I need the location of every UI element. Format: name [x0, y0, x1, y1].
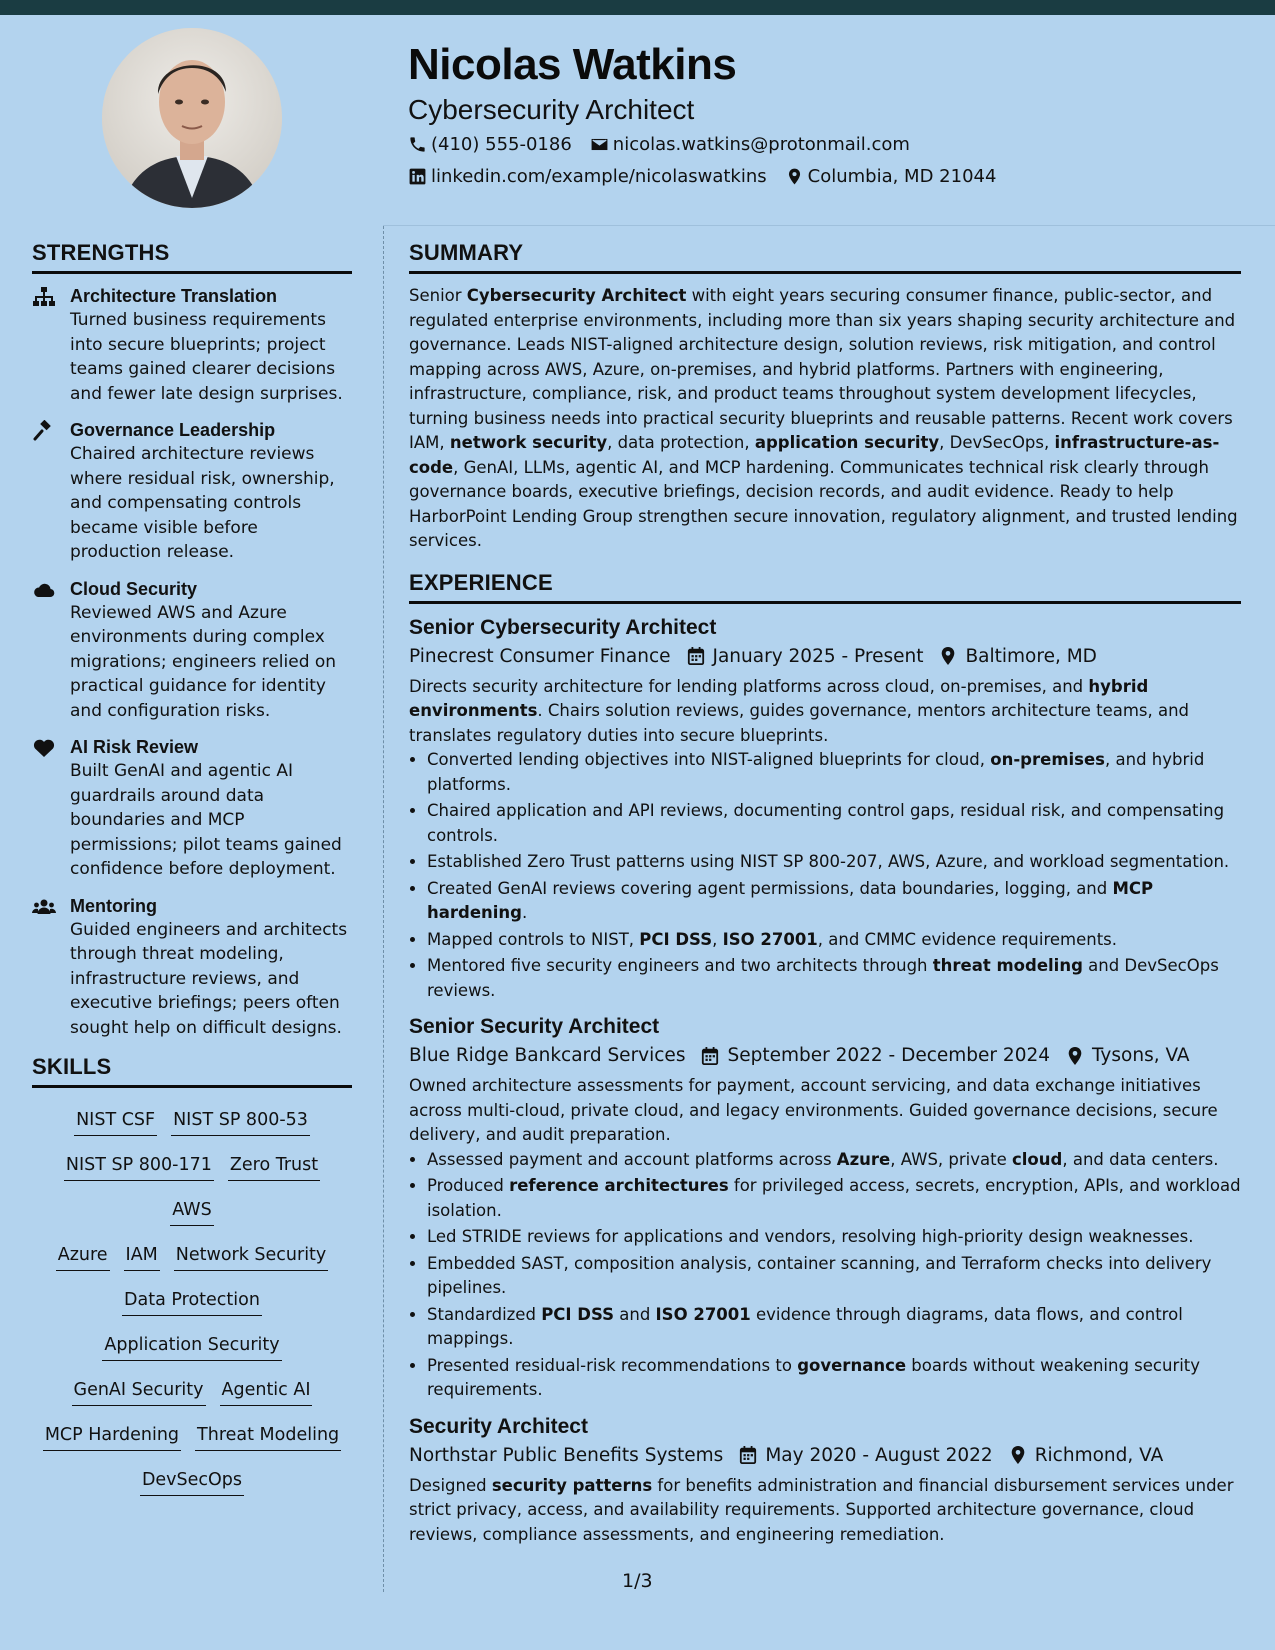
top-bar [0, 0, 1275, 15]
text-run: for benefits administration and financial disbursement services under strict privacy, access, and availability requirements. Supported architecture governance, cloud reviews, compliance assessments, and engineering remediation. [409, 1475, 1234, 1544]
map-pin-icon [939, 646, 957, 666]
text-run: , AWS, private [890, 1149, 1012, 1169]
map-pin-icon [1009, 1445, 1027, 1465]
phone-icon [408, 135, 427, 154]
strength-name: Cloud Security [70, 578, 198, 599]
bold-text: threat modeling [932, 956, 1083, 975]
skills-row [32, 1278, 352, 1323]
phone-number: (410) 555-0186 [431, 134, 572, 155]
text-run: , DevSecOps, [939, 433, 1055, 452]
job-location: Tysons, VA [1092, 1045, 1190, 1066]
text-run: Designed [409, 1475, 492, 1495]
text-run: Chaired application and API reviews, documenting control gaps, residual risk, and compensating controls. [427, 801, 1225, 845]
strength-item [32, 418, 352, 565]
skill-tag: Zero Trust [228, 1153, 320, 1181]
skill-tag: DevSecOps [140, 1468, 244, 1496]
calendar-icon [701, 1046, 719, 1066]
bold-text: PCI DSS [541, 1304, 614, 1324]
text-run: , data protection, [607, 433, 755, 452]
linkedin-url: linkedin.com/example/nicolaswatkins [431, 166, 767, 187]
skill-tag: NIST SP 800-171 [64, 1153, 214, 1181]
column-divider [383, 226, 384, 1592]
text-run: Presented residual-risk recommendations to [427, 1355, 798, 1375]
location-item [785, 166, 997, 187]
profile-photo [102, 28, 282, 208]
skill-tag: Application Security [102, 1333, 281, 1361]
job-bullet [427, 1148, 1241, 1173]
strength-item [32, 735, 352, 882]
contact-row-2 [408, 166, 1014, 187]
summary-heading: SUMMARY [409, 240, 1241, 274]
text-run: , and hybrid platforms. [427, 750, 1205, 794]
linkedin-icon [408, 167, 427, 186]
job-bullet [427, 877, 1241, 926]
text-run: with eight years securing consumer finance, public-sector, and regulated enterprise environments, including more than six years shaping security architecture and governance. Leads NIST-aligned architecture design, solution reviews, risk mitigation, and control mapping across AWS, Azure, on-premises, and hybrid platforms. Partners with engineering, infrastructure, compliance, risk, and product teams throughout system development lifecycles, turning business needs into practical security blueprints and reusable patterns. Recent work covers IAM, [409, 286, 1236, 452]
bold-text: ISO 27001 [722, 929, 818, 949]
job-entry [409, 614, 1241, 1004]
email-address: nicolas.watkins@protonmail.com [612, 134, 910, 155]
bold-text: hybrid environments [409, 676, 1149, 720]
skill-tag: MCP Hardening [43, 1423, 181, 1451]
job-description [409, 1474, 1241, 1548]
job-bullets [409, 1148, 1241, 1403]
text-run: . [521, 903, 528, 922]
strength-description: Reviewed AWS and Azure environments during complex migrations; engineers relied on practical guidance for identity and configuration risks. [70, 602, 337, 721]
text-run: , GenAI, LLMs, agentic AI, and MCP hardening. Communicates technical risk clearly through governance boards, executive briefings, decision records, and audit evidence. Ready to help HarborPoint Lending Group strengthen secure innovation, regulatory alignment, and trusted lending services. [409, 457, 1238, 550]
strength-name: Mentoring [70, 895, 157, 916]
strength-body [70, 894, 352, 1041]
experience-heading: EXPERIENCE [409, 570, 1241, 604]
bold-text: cloud [1012, 1149, 1063, 1169]
strengths-heading: STRENGTHS [32, 240, 352, 274]
bold-text: reference architectures [509, 1176, 729, 1195]
skills-row [32, 1233, 352, 1278]
text-run: Senior [409, 286, 467, 305]
skills-row [32, 1098, 352, 1143]
job-bullet [427, 748, 1241, 797]
skills-row [32, 1143, 352, 1233]
text-run: Assessed payment and account platforms across [427, 1149, 837, 1169]
job-meta [409, 1045, 1241, 1066]
gavel-icon [32, 418, 70, 565]
strength-body [70, 418, 352, 565]
text-run: Mapped controls to NIST, [427, 929, 640, 949]
text-run: , [712, 929, 723, 949]
job-location: Richmond, VA [1034, 1444, 1164, 1466]
skill-tag: Network Security [174, 1243, 329, 1271]
candidate-title: Cybersecurity Architect [408, 94, 695, 125]
calendar-icon [739, 1445, 757, 1465]
job-title: Security Architect [409, 1414, 588, 1438]
text-run: and DevSecOps reviews. [427, 956, 1219, 1000]
text-run: , and CMMC evidence requirements. [817, 929, 1118, 949]
strength-name: AI Risk Review [70, 737, 199, 757]
summary-text [409, 284, 1241, 554]
envelope-icon [590, 135, 609, 154]
linkedin-item [408, 166, 767, 187]
text-run: Led STRIDE reviews for applications and vendors, resolving high-priority design weaknesses. [427, 1227, 1194, 1246]
job-dates: September 2022 - December 2024 [727, 1045, 1051, 1066]
users-icon [32, 894, 70, 1041]
bold-text: Cybersecurity Architect [466, 286, 687, 305]
job-entry [409, 1013, 1241, 1403]
text-run: Owned architecture assessments for payment, account servicing, and data exchange initiatives across multi-cloud, private cloud, and legacy environments. Guided governance decisions, secure delivery, and audit preparation. [409, 1076, 1218, 1144]
job-entry [409, 1413, 1241, 1548]
strengths-list [32, 284, 352, 1040]
job-meta [409, 1445, 1241, 1466]
strength-body [70, 735, 352, 882]
text-run: evidence through diagrams, data flows, and control mappings. [427, 1304, 1183, 1348]
text-run: Mentored five security engineers and two architects through [427, 956, 933, 975]
candidate-name: Nicolas Watkins [408, 40, 737, 89]
skill-tag: NIST SP 800-53 [171, 1108, 310, 1136]
strength-item [32, 577, 352, 724]
bold-text: Azure [836, 1149, 891, 1169]
calendar-icon [687, 646, 705, 666]
skill-tag: Agentic AI [220, 1378, 313, 1406]
text-run: Produced [427, 1176, 510, 1195]
text-run: Standardized [427, 1304, 542, 1324]
bold-text: ISO 27001 [655, 1304, 751, 1324]
job-bullet [427, 1303, 1241, 1352]
company-name: Blue Ridge Bankcard Services [409, 1045, 686, 1066]
bold-text: MCP hardening [427, 878, 1154, 922]
text-run: boards without weakening security requirements. [427, 1355, 1201, 1399]
skills-row [32, 1323, 352, 1368]
job-dates: May 2020 - August 2022 [765, 1444, 993, 1466]
bold-text: network security [449, 433, 608, 452]
job-location: Baltimore, MD [965, 645, 1097, 667]
skills-heading: SKILLS [32, 1054, 352, 1088]
job-title: Senior Security Architect [409, 1015, 660, 1038]
heart-icon [32, 735, 70, 882]
skills-list [32, 1098, 352, 1503]
bold-text: application security [754, 433, 940, 452]
strength-description: Guided engineers and architects through threat modeling, infrastructure reviews, and executive briefings; peers often sought help on difficult designs. [70, 919, 348, 1038]
job-bullet [427, 799, 1241, 848]
job-bullet [427, 928, 1241, 953]
cloud-icon [32, 577, 70, 724]
strength-item [32, 284, 352, 406]
text-run: , and data centers. [1062, 1149, 1219, 1169]
location-text: Columbia, MD 21044 [807, 166, 997, 187]
right-column [409, 240, 1241, 1547]
skill-tag: AWS [170, 1198, 213, 1226]
skill-tag: GenAI Security [72, 1378, 206, 1406]
skill-tag: Azure [56, 1243, 110, 1271]
experience-list [409, 614, 1241, 1548]
skill-tag: NIST CSF [74, 1108, 157, 1136]
text-run: Converted lending objectives into NIST-aligned blueprints for cloud, [427, 750, 991, 769]
text-run: Created GenAI reviews covering agent permissions, data boundaries, logging, and [427, 878, 1113, 898]
text-run: Established Zero Trust patterns using NIST SP 800-207, AWS, Azure, and workload segmentation. [427, 852, 1230, 871]
skills-row [32, 1368, 352, 1413]
strength-body [70, 284, 352, 406]
skills-row [32, 1413, 352, 1458]
bold-text: security patterns [491, 1475, 653, 1495]
skill-tag: Data Protection [122, 1288, 262, 1316]
job-bullet [427, 1252, 1241, 1301]
job-bullet [427, 1354, 1241, 1403]
left-column [32, 240, 352, 1503]
header-divider [383, 225, 1275, 226]
strength-description: Built GenAI and agentic AI guardrails around data boundaries and MCP permissions; pilot teams gained confidence before deployment. [70, 761, 342, 879]
job-bullet [427, 1174, 1241, 1223]
skill-tag: IAM [124, 1243, 160, 1271]
bold-text: on-premises [990, 750, 1106, 769]
text-run: for privileged access, secrets, encryption, APIs, and workload isolation. [427, 1176, 1241, 1220]
job-bullet [427, 954, 1241, 1003]
company-name: Northstar Public Benefits Systems [409, 1444, 724, 1466]
bold-text: governance [797, 1355, 907, 1375]
job-description [409, 675, 1241, 749]
phone-item [408, 134, 572, 155]
map-pin-icon [785, 167, 804, 186]
text-run: and [614, 1304, 656, 1324]
company-name: Pinecrest Consumer Finance [409, 645, 671, 667]
email-item [590, 134, 910, 155]
job-bullet [427, 850, 1241, 875]
sitemap-icon [32, 284, 70, 406]
text-run: . Chairs solution reviews, guides governance, mentors architecture teams, and translates regulatory duties into secure blueprints. [409, 701, 1190, 745]
strength-description: Chaired architecture reviews where residual risk, ownership, and compensating controls became visible before production release. [70, 444, 335, 562]
bold-text: PCI DSS [639, 929, 713, 949]
job-bullet [427, 1225, 1241, 1250]
strength-name: Architecture Translation [70, 286, 278, 306]
text-run: Embedded SAST, composition analysis, container scanning, and Terraform checks into delivery pipelines. [427, 1253, 1212, 1297]
job-meta [409, 646, 1241, 667]
strength-description: Turned business requirements into secure blueprints; project teams gained clearer decisions and fewer late design surprises. [70, 310, 343, 404]
map-pin-icon [1066, 1046, 1084, 1066]
skill-tag: Threat Modeling [195, 1423, 341, 1451]
job-description [409, 1074, 1241, 1148]
job-title: Senior Cybersecurity Architect [409, 615, 717, 639]
job-bullets [409, 748, 1241, 1003]
page-number: 1/3 [622, 1570, 653, 1592]
strength-item [32, 894, 352, 1041]
bold-text: infrastructure-as-code [409, 433, 1220, 477]
strength-body [70, 577, 352, 724]
skills-row [32, 1458, 352, 1503]
strength-name: Governance Leadership [70, 420, 276, 440]
text-run: Directs security architecture for lending platforms across cloud, on-premises, and [409, 676, 1089, 696]
contact-row-1 [408, 134, 928, 155]
job-dates: January 2025 - Present [712, 645, 924, 667]
